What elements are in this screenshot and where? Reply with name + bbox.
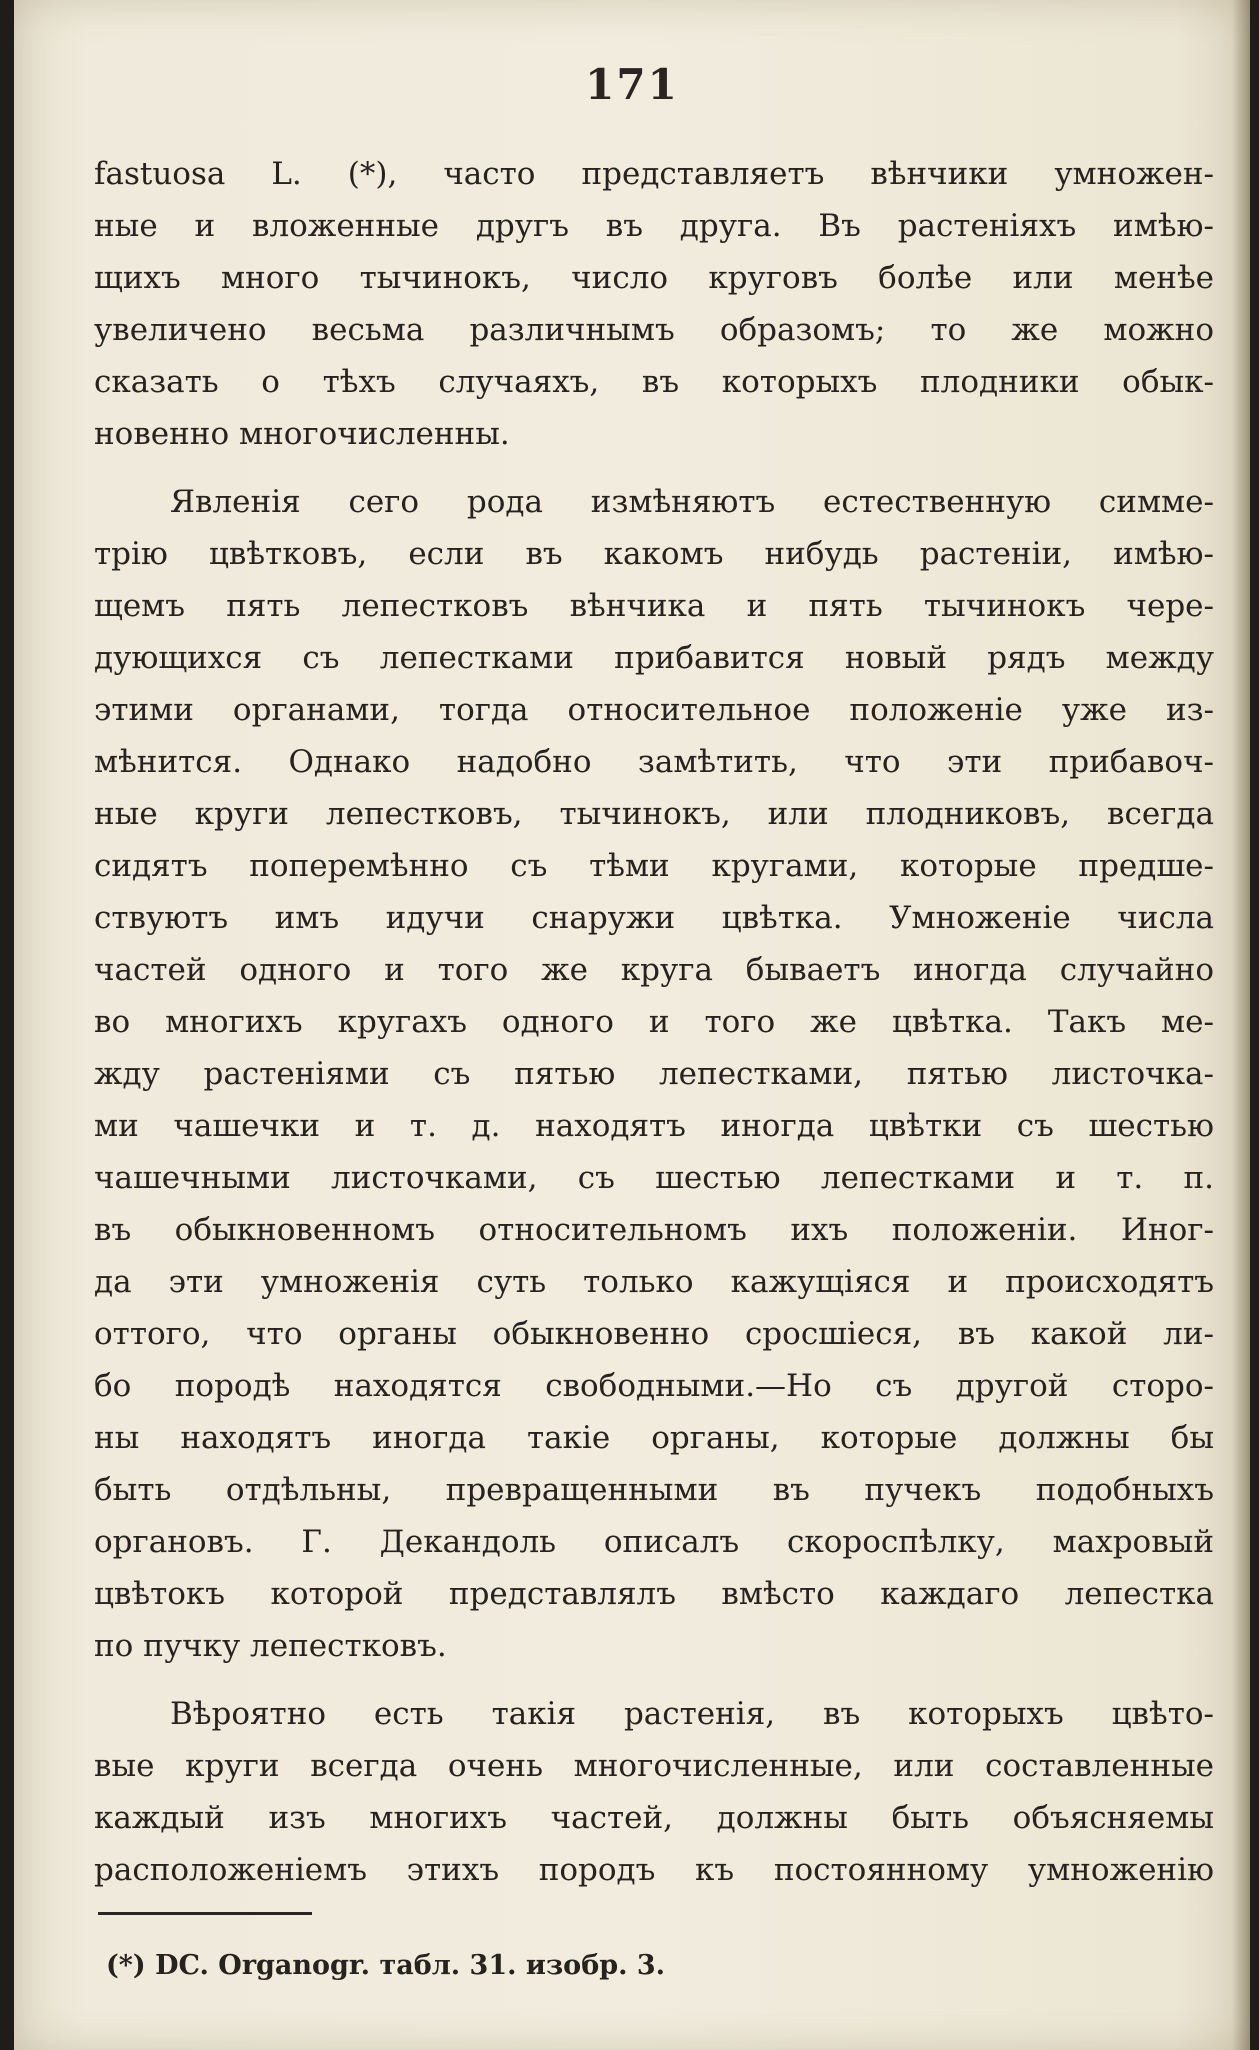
paragraph-gap [94, 1672, 1214, 1688]
text-line: ми чашечки и т. д. находятъ иногда цвѣтки съ шестью [94, 1108, 1214, 1144]
footnote: (*) DC. Organogr. табл. 31. изобр. 3. [106, 1950, 666, 1981]
text-line: да эти умноженiя суть только кажущiяся и происходятъ [94, 1264, 1214, 1300]
text-line: быть отдѣльны, превращенными въ пучекъ подобныхъ [94, 1472, 1214, 1508]
paragraph-2 [94, 476, 1214, 1672]
text-line: чашечными листочками, съ шестью лепестками и т. п. [94, 1160, 1214, 1196]
text-line: ствуютъ имъ идучи снаружи цвѣтка. Умноженiе числа [94, 900, 1214, 936]
text-line: новенно многочисленны. [94, 416, 510, 452]
text-line: трiю цвѣтковъ, если въ какомъ нибудь растенiи, имѣю- [94, 536, 1214, 572]
text-line: бо породѣ находятся свободными.—Но съ другой сторо- [94, 1368, 1214, 1404]
text-line: щихъ много тычинокъ, число круговъ болѣе или менѣе [94, 260, 1214, 296]
paragraph-3 [94, 1688, 1214, 1896]
text-line: частей одного и того же круга бываетъ иногда случайно [94, 952, 1214, 988]
text-line: этими органами, тогда относительное положенiе уже из- [94, 692, 1214, 728]
text-line: по пучку лепестковъ. [94, 1628, 447, 1664]
text-line: вые круги всегда очень многочисленные, или составленные [94, 1748, 1214, 1784]
text-line: ны находятъ иногда такiе органы, которые должны бы [94, 1420, 1214, 1456]
text-line: въ обыкновенномъ относительномъ ихъ положенiи. Иног- [94, 1212, 1214, 1248]
text-line: цвѣтокъ которой представлялъ вмѣсто каждаго лепестка [94, 1576, 1214, 1612]
text-line: во многихъ кругахъ одного и того же цвѣтка. Такъ ме- [94, 1004, 1214, 1040]
text-line: расположенiемъ этихъ породъ къ постоянному умноженiю [94, 1852, 1214, 1888]
text-line: жду растенiями съ пятью лепестками, пятью листочка- [94, 1056, 1214, 1092]
book-page [14, 0, 1250, 2050]
text-line: fastuosa L. (*), часто представляетъ вѣнчики умножен- [94, 156, 1214, 192]
text-line: Явленiя сего рода измѣняютъ естественную симме- [170, 484, 1214, 520]
page-number: 171 [585, 60, 679, 109]
text-line: органовъ. Г. Декандоль описалъ скороспѣлку, махровый [94, 1524, 1214, 1560]
text-line: ные и вложенные другъ въ друга. Въ растенiяхъ имѣю- [94, 208, 1214, 244]
text-line: увеличено весьма различнымъ образомъ; то же можно [94, 312, 1214, 348]
text-line: каждый изъ многихъ частей, должны быть объясняемы [94, 1800, 1214, 1836]
body-text [94, 148, 1214, 1896]
text-line: мѣнится. Однако надобно замѣтить, что эти прибавоч- [94, 744, 1214, 780]
text-line: ные круги лепестковъ, тычинокъ, или плодниковъ, всегда [94, 796, 1214, 832]
text-line: дующихся съ лепестками прибавится новый рядъ между [94, 640, 1214, 676]
paragraph-gap [94, 460, 1214, 476]
page-spine-shadow [1232, 0, 1250, 2050]
paragraph-1 [94, 148, 1214, 460]
footnote-separator [98, 1912, 312, 1915]
text-line: щемъ пять лепестковъ вѣнчика и пять тычинокъ чере- [94, 588, 1214, 624]
text-line: сидятъ поперемѣнно съ тѣми кругами, которые предше- [94, 848, 1214, 884]
text-line: Вѣроятно есть такiя растенiя, въ которыхъ цвѣто- [170, 1696, 1214, 1732]
text-line: оттого, что органы обыкновенно сросшiеся, въ какой ли- [94, 1316, 1214, 1352]
text-line: сказать о тѣхъ случаяхъ, въ которыхъ плодники обык- [94, 364, 1214, 400]
